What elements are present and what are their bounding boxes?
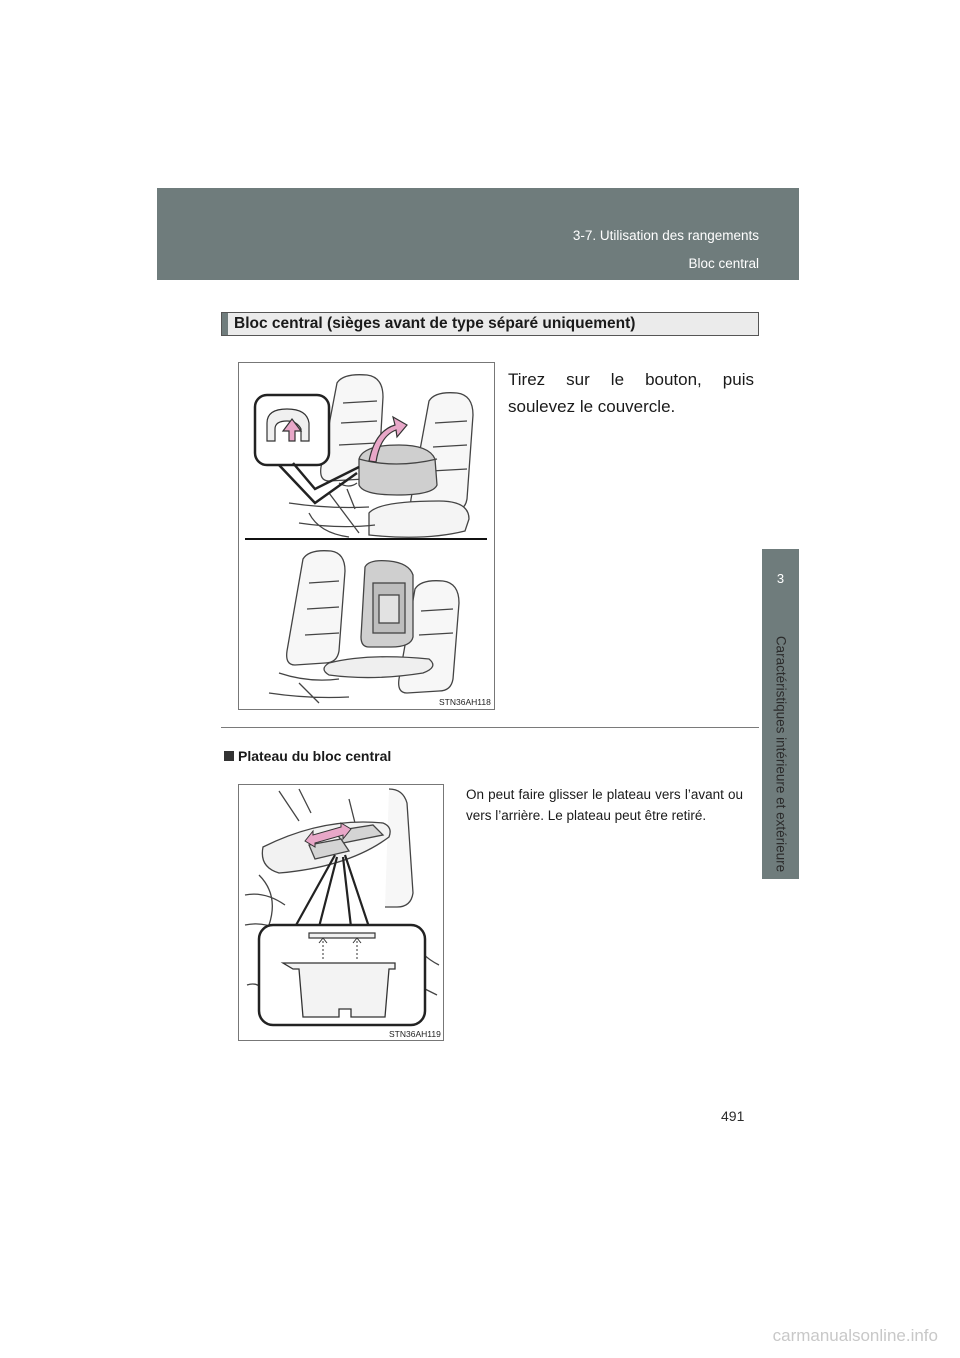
instruction-open-lid: Tirez sur le bouton, puis soulevez le couvercle. [508, 370, 754, 416]
page-header [157, 188, 799, 280]
figure1-code: STN36AH118 [439, 697, 491, 707]
chapter-label-container [757, 628, 805, 880]
page-number: 491 [721, 1108, 745, 1124]
title-accent [222, 313, 228, 335]
console-illustration [239, 363, 494, 709]
section-title-bar [221, 312, 759, 336]
figure-console-open [238, 362, 495, 710]
tray-illustration [239, 785, 443, 1040]
header-subsection: Bloc central [688, 256, 759, 271]
chapter-label: Caractéristiques intérieure et extérieure [773, 635, 789, 873]
chapter-number: 3 [776, 571, 785, 586]
watermark: carmanualsonline.info [772, 1326, 938, 1345]
section-divider [221, 727, 759, 728]
header-section: 3-7. Utilisation des rangements [572, 228, 759, 243]
figure-console-tray [238, 784, 444, 1041]
bullet-square-icon [224, 751, 234, 761]
figure2-code: STN36AH119 [389, 1029, 441, 1039]
subsection-heading [224, 748, 391, 764]
subsection-heading-text: Plateau du bloc central [238, 748, 392, 764]
instruction-tray: On peut faire glisser le plateau vers l’avant ou vers l’arrière. Le plateau peut être retiré. [466, 787, 743, 823]
section-title: Bloc central (sièges avant de type séparé uniquement) [234, 315, 636, 332]
